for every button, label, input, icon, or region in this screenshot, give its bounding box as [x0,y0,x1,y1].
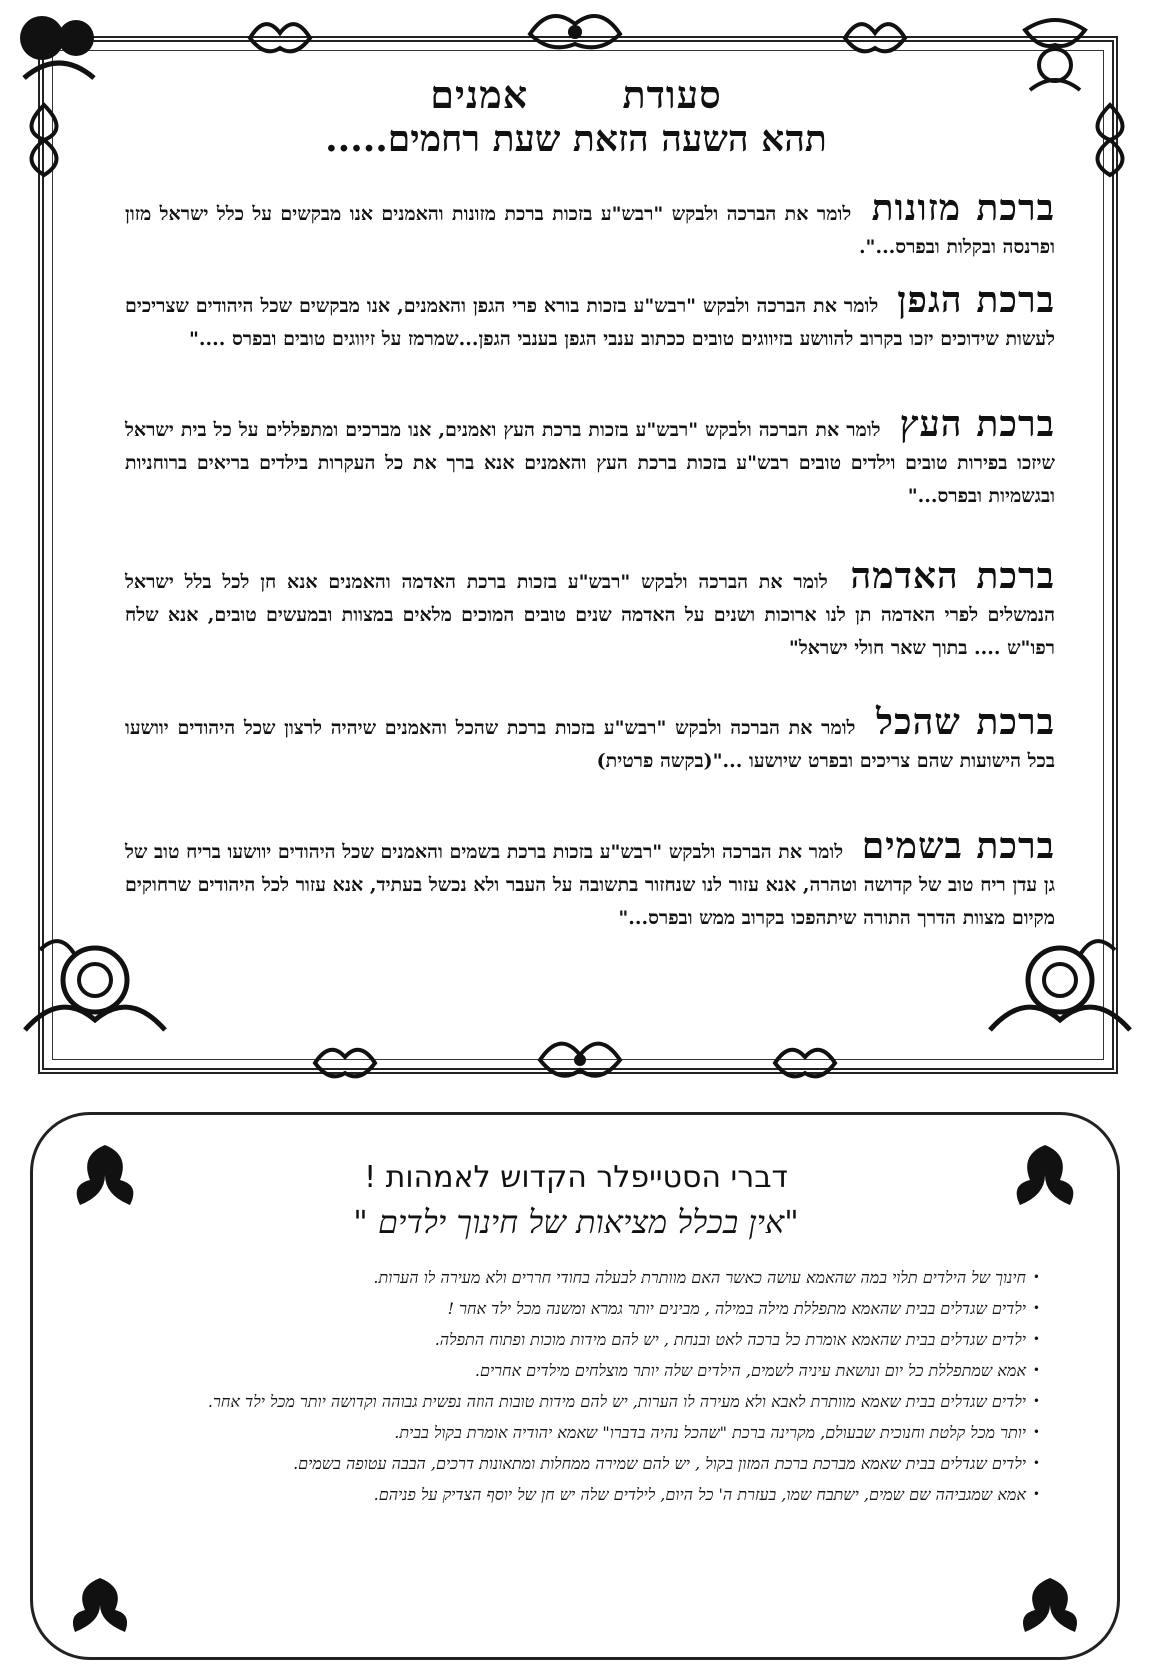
bottom-frame-flower-bottom-left [60,1570,140,1640]
list-item: • ילדים שגדלים בבית שהאמא מתפללת מילה במילה , מבינים יותר גמרא ומשנה מכל ילד אחר ! [140,1293,1040,1324]
advice-list [140,1262,1040,1510]
bottom-left-inner-ornament [310,1035,380,1090]
blessing-title: ברכת שהכל [876,701,1055,743]
list-item: • ילדים שגדלים בבית שאמא מוותרת לאבא ולא מעירה לו הערות, יש להם מידות טובות הוזה נפשית גבוהה וקדושה יותר מכל ילד אחר. [140,1386,1040,1417]
blessing-text: לומר את הברכה ולבקש "רבש"ע בזכות ברכת מזונות והאמנים אנו מבקשים על כלל ישראל מזון ופרנסה ובקלות ובפרס...". [125,203,1055,258]
blessing-text: לומר את הברכה ולבקש "רבש"ע בזכות בורא פרי הגפן והאמנים, אנו מבקשים שכל היהודים שצריכים לעשות שידוכים יזכו בקרוב להוושע בזיווגים טובים ככתוב ענבי הגפן בענבי הגפן...שמרמז על זיווגים טובים ובפרס ...." [125,295,1055,350]
blessing-text: לומר את הברכה ולבקש "רבש"ע בזכות ברכת האדמה והאמנים אנא חן לכל בלל ישראל הנמשלים לפרי האדמה תן לנו ארוכות ושנים על האדמה שנים טובים המוכים מלאים במצוות ובמעשים טובים, אנא שלח רפו"ש .... בתוך שאר חולי ישראל" [125,571,1055,659]
bottom-center-ornament [530,1030,630,1090]
blessing-title: ברכת העץ [899,403,1055,445]
list-item: • אמא שמגביהה שם שמים, ישתבח שמו, בעזרת ה' כל היום, לילדים שלה יש חן של יוסף הצדיק על פניהם. [140,1479,1040,1510]
page-subtitle: תהא השעה הזאת שעת רחמים..... [325,118,827,160]
blessing-mezonot [125,187,1056,264]
list-item: • חינוך של הילדים תלוי במה שהאמא עושה כאשר האם מוותרת לבעלה בחודי חררים ולא מעירה לו הערות. [140,1262,1040,1293]
title-amen-word: אמנים [430,72,529,117]
blessing-title: ברכת מזונות [871,187,1056,229]
title-meal-word: סעודת [622,72,722,117]
blessing-shehakol [125,701,1055,778]
corner-ornament-bottom-left [20,920,170,1050]
blessing-text: לומר את הברכה ולבקש "רבש"ע בזכות ברכת העץ ואמנים, אנו מברכים ומתפללים על כל בית ישראל שיזכו בפירות טובים וילדים טובים רבש"ע בזכות ברכת העץ והאמנים אנא ברך את כל העקרות בילדים בריאים ברוחניות ובגשמיות ובפרס..." [125,419,1055,507]
blessing-haetz [125,403,1055,513]
list-item: • ילדים שגדלים בבית שאמא מברכת ברכת המזון בקול , יש להם שמירה ממחלות ומתאונות דרכים, הבבה עטופה בשמים. [140,1448,1040,1479]
list-item: • אמא שמתפללת כל יום ונושאת עיניה לשמים, הילדים שלה יותר מוצלחים מילדים אחרים. [140,1355,1040,1386]
bottom-frame-flower-bottom-right [1010,1570,1090,1640]
blessing-text: לומר את הברכה ולבקש "רבש"ע בזכות ברכת שהכל והאמנים שיהיה לרצון שכל היהודים יוושעו בכל הישועות שהם צריכים ובפרט שיושעו ..."(בקשה פרטית) [125,717,1055,772]
blessing-text: לומר את הברכה ולבקש "רבש"ע בזכות ברכת בשמים והאמנים שכל היהודים יוושעו בריח טוב של גן עדן ריח טוב של קדושה וטהרה, אנא עזור לנו שנחזור בתשובה על העבר ולא נכשל בעתיד, אנא עזור לכל היהודים שרחוקים מקיום מצוות הדרך התורה שיתהפכו בקרוב ממש ובפרס..." [125,841,1055,929]
top-center-ornament [520,4,630,64]
blessing-title: ברכת האדמה [850,555,1055,597]
blessing-haadama [125,555,1055,665]
bottom-subheading: "אין בכלל מציאות של חינוך ילדים " [353,1203,799,1241]
list-item: • ילדים שגדלים בבית שהאמא אומרת כל ברכה לאט ובנחת , יש להם מידות מוכות ופתוח התפלה. [140,1324,1040,1355]
blessing-title: ברכת הגפן [897,279,1056,321]
top-left-inner-ornament [245,8,315,68]
list-item: • יותר מכל קלטת וחנוכית שבעולם, מקרינה ברכת "שהכל נהיה בדברו" שאמא יהודיה אומרת בקול בבית. [140,1417,1040,1448]
bottom-right-inner-ornament [770,1035,840,1090]
page-title [0,72,1152,118]
blessing-title: ברכת בשמים [861,825,1055,867]
blessing-besamim [125,825,1055,935]
bottom-heading: דברי הסטייפלר הקדוש לאמהות ! [364,1160,788,1195]
top-right-inner-ornament [840,8,910,68]
blessing-hagefen [125,279,1056,356]
corner-ornament-bottom-right [985,920,1135,1050]
